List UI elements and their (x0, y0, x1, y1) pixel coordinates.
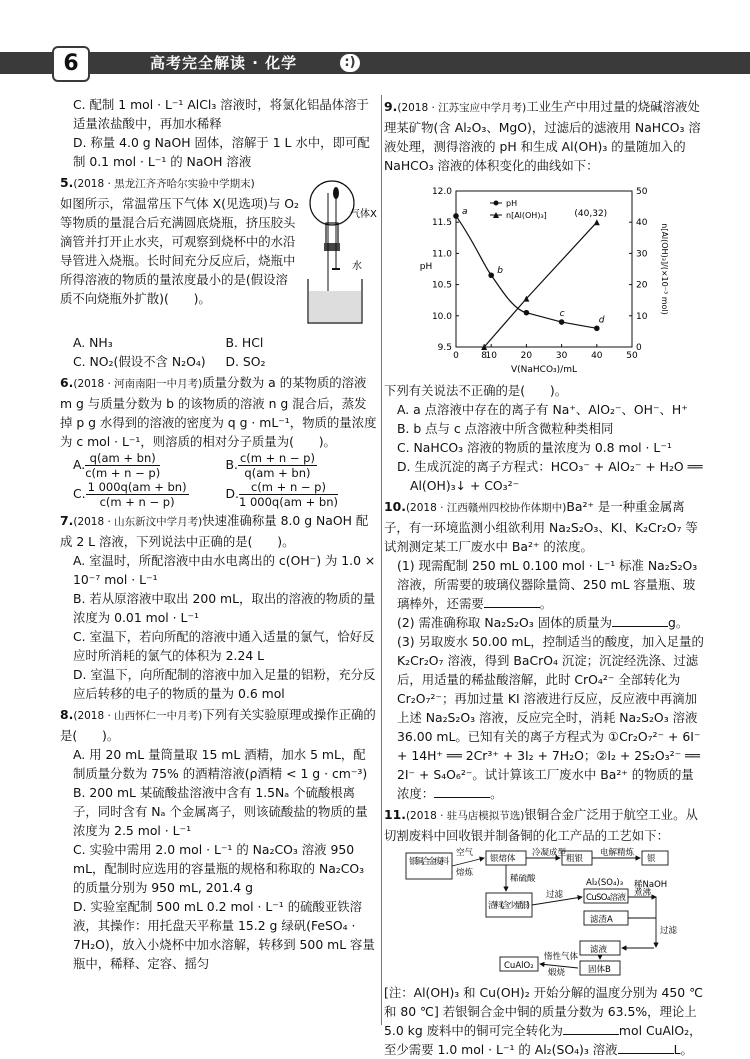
legend-ph-label: pH (506, 199, 518, 208)
point-label-a: a (462, 206, 468, 217)
q8-option-b: B. 200 mL 某硫酸盐溶液中含有 1.5Nₐ 个硫酸根离子，同时含有 Nₐ 个金属离子，则该硫酸盐的物质的量浓度为 2.5 mol · L⁻¹ (73, 785, 368, 838)
flow-inert: 惰性气体 (544, 952, 579, 962)
q11-number: 11. (384, 807, 406, 822)
q5-option-d: D. SO₂ (225, 354, 266, 369)
x-tick-label-6: 50 (626, 351, 638, 361)
y2-tick-label-5: 50 (636, 187, 648, 197)
flow-air: 空气 (456, 848, 474, 858)
flow-naoh: 稀NaOH (634, 880, 668, 890)
flow-raw: 银铜合金废料 (409, 857, 449, 867)
q5-number: 5. (60, 175, 74, 190)
y-axis-label: pH (419, 262, 433, 272)
q11-note: [注：Al(OH)₃ 和 Cu(OH)₂ 开始分解的温度分别为 450 ℃ 和 80 ℃] 若银铜合金中铜的质量分数为 63.5%，理论上 5.0 kg 废料中的铜可完全转化为 mol CuAlO₂，至少需要 1.0 mol · L⁻¹ 的 Al₂(SO₄)₃ 溶液 L。 (384, 985, 704, 1057)
q10-source: (2018 · 江西赣州四校协作体期中) (405, 502, 567, 514)
flow-dross: 渣料(含少量银) (488, 901, 530, 911)
q7-option-c: C. 室温下，若向所配的溶液中通入适量的氯气，恰好反应时所消耗的氯气的体积为 2.24 L (73, 629, 375, 663)
water-label: 水 (352, 261, 362, 272)
right-column (384, 95, 706, 1059)
flow-slag: 银熔体 (490, 854, 516, 864)
flow-crude: 粗银 (566, 854, 584, 864)
question-7 (60, 511, 378, 703)
q10-blank3[interactable] (434, 785, 490, 798)
q11-stem: 银铜合金广泛用于航空工业。从切割废料中回收银并制备铜的化工产品的工艺如下： (384, 807, 698, 843)
q10-part2: (2) 需准确称取 Na₂S₂O₃ 固体的质量为 g。 (397, 615, 689, 630)
q6-number: 6. (60, 375, 74, 390)
question-8 (60, 705, 378, 973)
point-label-b: b (497, 266, 503, 277)
smiley-icon: :) (340, 54, 360, 72)
x-axis-label: V(NaHCO₃)/mL (511, 365, 577, 375)
y2-axis-label: n[Al(OH)₃]/(×10⁻³ mol) (660, 223, 669, 315)
x-tick-label-0: 0 (453, 351, 459, 361)
q9-option-c: C. NaHCO₃ 溶液的物质的量浓度为 0.8 mol · L⁻¹ (397, 440, 672, 455)
point-label-c: c (559, 309, 565, 320)
q9-option-d-cont: Al(OH)₃↓ + CO₃²⁻ (410, 478, 520, 493)
ph-chart (414, 177, 684, 377)
y-tick-label-5: 12.0 (431, 187, 452, 197)
x-tick-label-4: 30 (555, 351, 568, 361)
flow-product: CuAlO₂ (504, 961, 534, 971)
header-bar (0, 52, 750, 74)
q5-option-b: B. HCl (225, 335, 264, 350)
flow-residue: 滤渣A (590, 915, 613, 925)
flow-al2so4: Al₂(SO₄)₃ (586, 878, 624, 888)
q6-option-a: A. $\frac{q(am + bn)}{c(m + n - p)}$ (73, 451, 161, 480)
q9-source: (2018 · 江苏宝应中学月考) (397, 102, 527, 114)
flow-acid: 稀硫酸 (510, 874, 536, 884)
flow-cuso4: CuSO₄溶液 (586, 893, 626, 903)
flow-filter1: 过滤 (546, 890, 564, 900)
q8-option-a: A. 用 20 mL 量筒量取 15 mL 酒精，加水 5 mL，配制质量分数为 75% 的酒精溶液(ρ酒精 < 1 g · cm⁻³) (73, 747, 368, 781)
q7-option-a: A. 室温时，所配溶液中由水电离出的 c(OH⁻) 为 1.0 × 10⁻⁷ mol · L⁻¹ (73, 553, 376, 587)
q8-stem: 下列有关实验原理或操作正确的是( )。 (60, 707, 376, 743)
q9-after: 下列有关说法不正确的是( )。 (384, 383, 568, 398)
q11-source: (2018 · 驻马店模拟节选) (405, 810, 525, 822)
flask-apparatus-figure (304, 173, 378, 333)
q7-source: (2018 · 山东新汶中学月考) (73, 516, 203, 528)
q10-stem: Ba²⁺ 是一种重金属离子，有一环境监测小组欲利用 Na₂S₂O₃、KI、K₂Cr₂O₇ 等试剂测定某工厂废水中 Ba²⁺ 的浓度。 (384, 499, 698, 554)
x-tick-label-3: 20 (520, 351, 533, 361)
q4-option-d: D. 称量 4.0 g NaOH 固体，溶解于 1 L 水中，即可配制 0.1 mol · L⁻¹ 的 NaOH 溶液 (73, 135, 370, 169)
y-tick-label-2: 10.5 (431, 280, 452, 291)
q8-source: (2018 · 山西怀仁一中月考) (73, 710, 203, 722)
left-column (60, 95, 378, 973)
q9-option-d: D. 生成沉淀的离子方程式：HCO₃⁻ + AlO₂⁻ + H₂O ══ (397, 459, 703, 474)
question-11 (384, 805, 706, 1059)
x-tick-label-1: 8 (481, 351, 488, 361)
book-title: 高考完全解读 · 化学 (150, 54, 298, 72)
q5-stem: 如图所示，常温常压下气体 X(见选项)与 O₂ 等物质的量混合后充满圆底烧瓶，挤压胶头滴管并打开止水夹，可观察到烧杯中的水沿导管进入烧瓶。长时间充分反应后，烧瓶中所得溶液的物质的量浓度最小的是(假设溶质不向烧瓶外扩散)( )。 (60, 196, 300, 306)
point-annotation: (40,32) (574, 209, 608, 220)
flow-smelt: 熔炼 (456, 868, 474, 878)
flow-calcine: 煅烧 (548, 968, 566, 978)
q7-option-d: D. 室温下，向所配制的溶液中加入足量的铝粉，充分反应后转移的电子的物质的量为 0.6 mol (73, 667, 376, 701)
x-tick-label-2: 10 (485, 351, 497, 361)
q7-stem: 快速准确称量 8.0 g NaOH 配成 2 L 溶液，下列说法中正确的是( )。 (60, 513, 369, 549)
page-header (0, 0, 750, 84)
q10-blank2[interactable] (612, 614, 668, 627)
q11-blank2[interactable] (618, 1041, 674, 1054)
q9-option-a: A. a 点溶液中存在的离子有 Na⁺、AlO₂⁻、OH⁻、H⁺ (397, 402, 688, 417)
aloh3-point-2 (594, 219, 600, 225)
y2-tick-label-4: 40 (636, 218, 648, 229)
process-flowchart (404, 847, 694, 979)
ph-point-0 (453, 213, 459, 219)
question-5 (60, 173, 378, 371)
point-label-d: d (598, 315, 605, 326)
y-tick-label-4: 11.5 (431, 218, 452, 229)
aloh3-line (484, 222, 597, 347)
question-10 (384, 497, 706, 803)
flow-boil: 煮沸 (634, 888, 652, 898)
q6-source: (2018 · 河南南阳一中月考) (73, 378, 203, 390)
ph-point-3 (559, 319, 565, 325)
ph-chart-svg (414, 177, 684, 377)
q10-blank1[interactable] (484, 595, 540, 608)
y-tick-label-3: 11.0 (431, 249, 452, 260)
q6-option-c: C. $\frac{1 000q(am + bn)}{c(m + n - p)}$ (73, 480, 187, 509)
ph-point-4 (594, 325, 600, 331)
flow-filtrate: 滤液 (590, 945, 608, 955)
q6-option-d: D. $\frac{c(m + n - p)}{1 000q(am + bn)}$ (225, 480, 338, 509)
ph-point-2 (524, 310, 530, 316)
x-tick-label-5: 40 (591, 351, 603, 361)
q5-option-a: A. NH₃ (73, 335, 113, 350)
q10-part3: (3) 另取废水 50.00 mL，控制适当的酸度，加入足量的 K₂Cr₂O₇ 溶液，得到 BaCrO₄ 沉淀；沉淀经洗涤、过滤后，用适量的稀盐酸溶解，此时 CrO₄²⁻ 全部转化为 Cr₂O₇²⁻；再加过量 KI 溶液进行反应，反应液中再滴加上述 Na₂S₂O₃ 溶液，反应完全时，消耗 Na₂S₂O₃ 溶液 36.00 mL。已知有关的离子方程式为 ①Cr₂O₇²⁻ + 6I⁻ + 14H⁺ ══ 2Cr³⁺ + 3I₂ + 7H₂O；②I₂ + 2S₂O₃²⁻ ══ 2I⁻ + S₄O₆²⁻。试计算该工厂废水中 Ba²⁺ 的物质的量浓度： 。 (397, 634, 704, 801)
ph-point-1 (488, 272, 494, 278)
q6-option-b: B. $\frac{c(m + n - p)}{q(am + bn)}$ (225, 451, 315, 480)
flow-solidb: 固体B (588, 965, 611, 975)
page-number: 6 (52, 46, 90, 82)
q10-number: 10. (384, 499, 406, 514)
legend-aloh3-label: n[Al(OH)₃] (506, 211, 547, 220)
flow-silver: 银 (647, 854, 656, 864)
q9-option-b: B. b 点与 c 点溶液中所含微粒种类相同 (397, 421, 614, 436)
q11-blank1[interactable] (563, 1022, 619, 1035)
y2-tick-label-2: 20 (636, 280, 648, 291)
q5-source: (2018 · 黑龙江齐齐哈尔实验中学期末) (73, 178, 255, 190)
q7-number: 7. (60, 513, 74, 528)
q6-stem: 质量分数为 a 的某物质的溶液 m g 与质量分数为 b 的该物质的溶液 n g 混合后，蒸发掉 p g 水得到的溶液的密度为 q g · mL⁻¹，物质的量浓度为 c mol · L⁻¹，则溶质的相对分子质量为( )。 (60, 375, 377, 449)
y-tick-label-1: 10.0 (431, 311, 452, 322)
y-tick-label-0: 9.5 (437, 343, 452, 353)
y2-tick-label-1: 10 (636, 311, 648, 322)
flow-filter2: 过滤 (660, 926, 678, 936)
q5-option-c: C. NO₂(假设不含 N₂O₄) (73, 354, 206, 369)
y2-tick-label-0: 0 (636, 343, 642, 353)
question-6 (60, 373, 378, 509)
flow-refine: 电解精炼 (600, 848, 635, 858)
q8-option-d: D. 实验室配制 500 mL 0.2 mol · L⁻¹ 的硫酸亚铁溶液，其操作：用托盘天平称量 15.2 g 绿矾(FeSO₄ · 7H₂O)，放入小烧杯中加水溶解，转移到 500 mL 容量瓶中，稀释、定容、摇匀 (73, 899, 375, 971)
question-9 (384, 97, 706, 495)
q8-number: 8. (60, 707, 74, 722)
y2-tick-label-3: 30 (636, 249, 648, 260)
q4-option-c: C. 配制 1 mol · L⁻¹ AlCl₃ 溶液时，将氯化铝晶体溶于适量浓盐酸中，再加水稀释 (73, 97, 369, 131)
gas-x-label: 气体X (350, 209, 377, 220)
column-divider (381, 95, 382, 1025)
q7-option-b: B. 若从原溶液中取出 200 mL，取出的溶液的物质的量浓度为 0.01 mol · L⁻¹ (73, 591, 376, 625)
q9-stem: 工业生产中用过量的烧碱溶液处理某矿物(含 Al₂O₃、MgO)，过滤后的滤液用 NaHCO₃ 溶液处理，测得溶液的 pH 和生成 Al(OH)₃ 的量随加入的 NaHCO₃ 溶液的体积变化的曲线如下： (384, 99, 701, 173)
q10-part1: (1) 现需配制 250 mL 0.100 mol · L⁻¹ 标准 Na₂S₂O₃ 溶液，所需要的玻璃仪器除量筒、250 mL 容量瓶、玻璃棒外，还需要 。 (397, 558, 698, 611)
flow-cool: 冷凝成型 (532, 848, 567, 858)
q8-option-c: C. 实验中需用 2.0 mol · L⁻¹ 的 Na₂CO₃ 溶液 950 mL，配制时应选用的容量瓶的规格和称取的 Na₂CO₃ 的质量分别为 950 mL, 201.4 g (73, 842, 365, 895)
q9-number: 9. (384, 99, 398, 114)
